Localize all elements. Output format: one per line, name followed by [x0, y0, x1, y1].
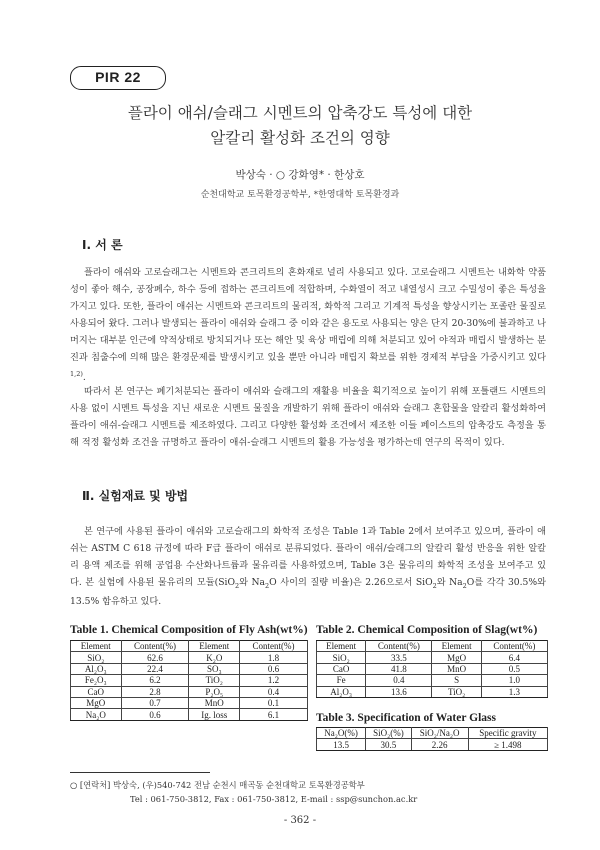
table-cell: 33.5	[366, 652, 432, 663]
table-row	[317, 739, 548, 750]
table-cell: MnO	[432, 663, 481, 674]
table-header-cell: SiO₂/Na₂O	[411, 728, 468, 739]
table-header-cell: Element	[71, 641, 122, 652]
paper-id-badge: PIR 22	[70, 66, 166, 90]
table-cell: 41.8	[366, 663, 432, 674]
table-cell: MgO	[71, 697, 122, 708]
table-cell: Al₂O₃	[71, 663, 122, 674]
table-cell: ≥ 1.498	[468, 739, 547, 750]
table-cell: TiO₂	[432, 686, 481, 697]
table-header-cell: Content(%)	[366, 641, 432, 652]
table-cell: 0.7	[121, 697, 189, 708]
table-cell: SO₃	[189, 663, 240, 674]
table-row	[71, 697, 308, 708]
table-cell: 2.8	[121, 686, 189, 697]
table-cell: CaO	[71, 686, 122, 697]
table-header-row	[317, 728, 548, 739]
table-row	[71, 663, 308, 674]
table-water-glass-spec	[316, 727, 548, 751]
table-row	[71, 652, 308, 663]
page-number: - 362 -	[283, 815, 317, 826]
table2-caption: Table 2. Chemical Composition of Slag(wt%)	[316, 624, 538, 636]
table-row	[317, 675, 548, 686]
table-cell: MnO	[189, 697, 240, 708]
table-cell: Fe₂O₃	[71, 675, 122, 686]
paper-title-line1: 플라이 애쉬/슬래그 시멘트의 압축강도 특성에 대한	[127, 104, 473, 122]
table-header-cell: Element	[189, 641, 240, 652]
table-cell: 1.3	[481, 686, 547, 697]
table-cell: P₂O₅	[189, 686, 240, 697]
table-cell: 0.4	[240, 686, 308, 697]
table-cell: 13.6	[366, 686, 432, 697]
table-cell: Na₂O	[71, 709, 122, 720]
author-list: 박상숙 · ○ 강화영* · 한상호	[235, 169, 365, 181]
table-row	[71, 709, 308, 720]
table-header-cell: Content(%)	[121, 641, 189, 652]
method-paragraph: 본 연구에 사용된 플라이 애쉬와 고로슬래그의 화학적 조성은 Table 1과 Table 2에서 보여주고 있으며, 플라이 애쉬는 ASTM C 618 규정에 따라 F급 플라이 애쉬로 분류되었다. 플라이 애쉬/슬래그의 알칼리 활성 반응을 위한 알칼리 용액 제조를 위해 공업용 수산화나트륨과 물유리를 사용하였으며, Table 3은 물유리의 화학적 조성을 보여주고 있다. 본 실험에 사용된 물유리의 모듈(SiO$_2$와 $Na_2O$ 사이의 질량 비율)은 2.26으로서 SiO$_2$와 $Na_2O$를 각각 30.5%와 13.5% 함유하고 있다.	[70, 526, 547, 608]
table-cell: TiO₂	[189, 675, 240, 686]
table-row	[317, 652, 548, 663]
table-cell: 30.5	[366, 739, 411, 750]
table-header-row	[317, 641, 548, 652]
table-cell: 0.5	[481, 663, 547, 674]
table-slag-composition	[316, 640, 548, 698]
footnote-contact: ○ [연락처] 박상숙, (우)540-742 전남 순천시 매곡동 순천대학교 토목환경공학부	[70, 780, 365, 790]
table-cell: 6.2	[121, 675, 189, 686]
table-header-cell: Content(%)	[240, 641, 308, 652]
table-cell: 0.6	[240, 663, 308, 674]
table-cell: 0.1	[240, 697, 308, 708]
table-cell: 13.5	[317, 739, 366, 750]
table-cell: 1.2	[240, 675, 308, 686]
table1-caption: Table 1. Chemical Composition of Fly Ash(wt%)	[70, 624, 308, 636]
table-cell: Ig. loss	[189, 709, 240, 720]
table-cell: Al₂O₃	[317, 686, 366, 697]
affiliation: 순천대학교 토목환경공학부, *한영대학 토목환경과	[200, 190, 400, 200]
table-header-cell: Specific gravity	[468, 728, 547, 739]
table-cell: 0.4	[366, 675, 432, 686]
table-fly-ash-composition	[70, 640, 308, 721]
table-header-cell: Na₂O(%)	[317, 728, 366, 739]
table-header-cell: SiO₂(%)	[366, 728, 411, 739]
table-cell: 2.26	[411, 739, 468, 750]
table-row	[317, 663, 548, 674]
table-cell: 22.4	[121, 663, 189, 674]
table-cell: 0.6	[121, 709, 189, 720]
table-header-cell: Element	[317, 641, 366, 652]
table-header-row	[71, 641, 308, 652]
footnote-rule	[70, 772, 210, 773]
table-cell: SiO₂	[317, 652, 366, 663]
table-cell: 62.6	[121, 652, 189, 663]
table-cell: CaO	[317, 663, 366, 674]
table-cell: 6.1	[240, 709, 308, 720]
table-cell: 6.4	[481, 652, 547, 663]
table-cell: SiO₂	[71, 652, 122, 663]
section-heading-method: Ⅱ. 실험재료 및 방법	[82, 489, 189, 503]
table-cell: Fe	[317, 675, 366, 686]
table-cell: K₂O	[189, 652, 240, 663]
intro-paragraph-1: 플라이 애쉬와 고로슬래그는 시멘트와 콘크리트의 혼화재로 널리 사용되고 있다. 고로슬래그 시멘트는 내화학 약품성이 좋아 해수, 공장폐수, 하수 등에 접하는 콘크리트에 적합하며, 수화열이 적고 내열성시 크고 수밀성이 좋은 특성을 가지고 있다. 또한, 플라이 애쉬는 시멘트와 콘크리트의 물리적, 화학적 그리고 기계적 특성을 향상시키는 포졸란 물질로 사용되어 왔다. 그러나 발생되는 플라이 애쉬와 슬래그 중 이와 같은 용도로 사용되는 양은 단지 20-30%에 불과하고 나머지는 대부분 인근에 약적상태로 방치되거나 또는 해안 및 육상 매립에 의해 처분되고 있어 야적과 매립시 발생하는 분진과 침출수에 의해 많은 환경문제를 발생시키고 있을 뿐만 아니라 매립지 확보를 위한 경제적 부담을 가중시키고 있다$^{1,2)}$.	[70, 267, 546, 384]
paper-title-line2: 알칼리 활성화 조건의 영향	[210, 129, 390, 147]
table-cell: 1.0	[481, 675, 547, 686]
table-row	[317, 686, 548, 697]
intro-paragraph-2: 따라서 본 연구는 폐기처분되는 플라이 애쉬와 슬래그의 재활용 비율을 획기적으로 높이기 위해 포틀랜드 시멘트의 사용 없이 시멘트 특성을 지닌 새로운 시멘트 물질을 개발하기 위해 플라이 애쉬와 슬래그 혼합물을 알칼리 활성화하여 플라이 애쉬-슬래그 시멘트를 제조하였다. 그리고 다양한 활성화 조건에서 제조한 이들 페이스트의 압축강도 측정을 통해 적정 활성화 조건을 규명하고 플라이 애쉬-슬래그 시멘트의 활용 가능성을 평가하는데 연구의 목적이 있다.	[70, 386, 546, 448]
table-cell: 1.8	[240, 652, 308, 663]
table-row	[71, 686, 308, 697]
footnote-contact-details: Tel : 061-750-3812, Fax : 061-750-3812, E-mail : ssp@sunchon.ac.kr	[130, 794, 418, 804]
table-header-cell: Content(%)	[481, 641, 547, 652]
table3-caption: Table 3. Specification of Water Glass	[316, 712, 496, 724]
table-cell: MgO	[432, 652, 481, 663]
table-cell: S	[432, 675, 481, 686]
table-row	[71, 675, 308, 686]
section-heading-intro: Ⅰ. 서 론	[82, 238, 123, 252]
table-header-cell: Element	[432, 641, 481, 652]
